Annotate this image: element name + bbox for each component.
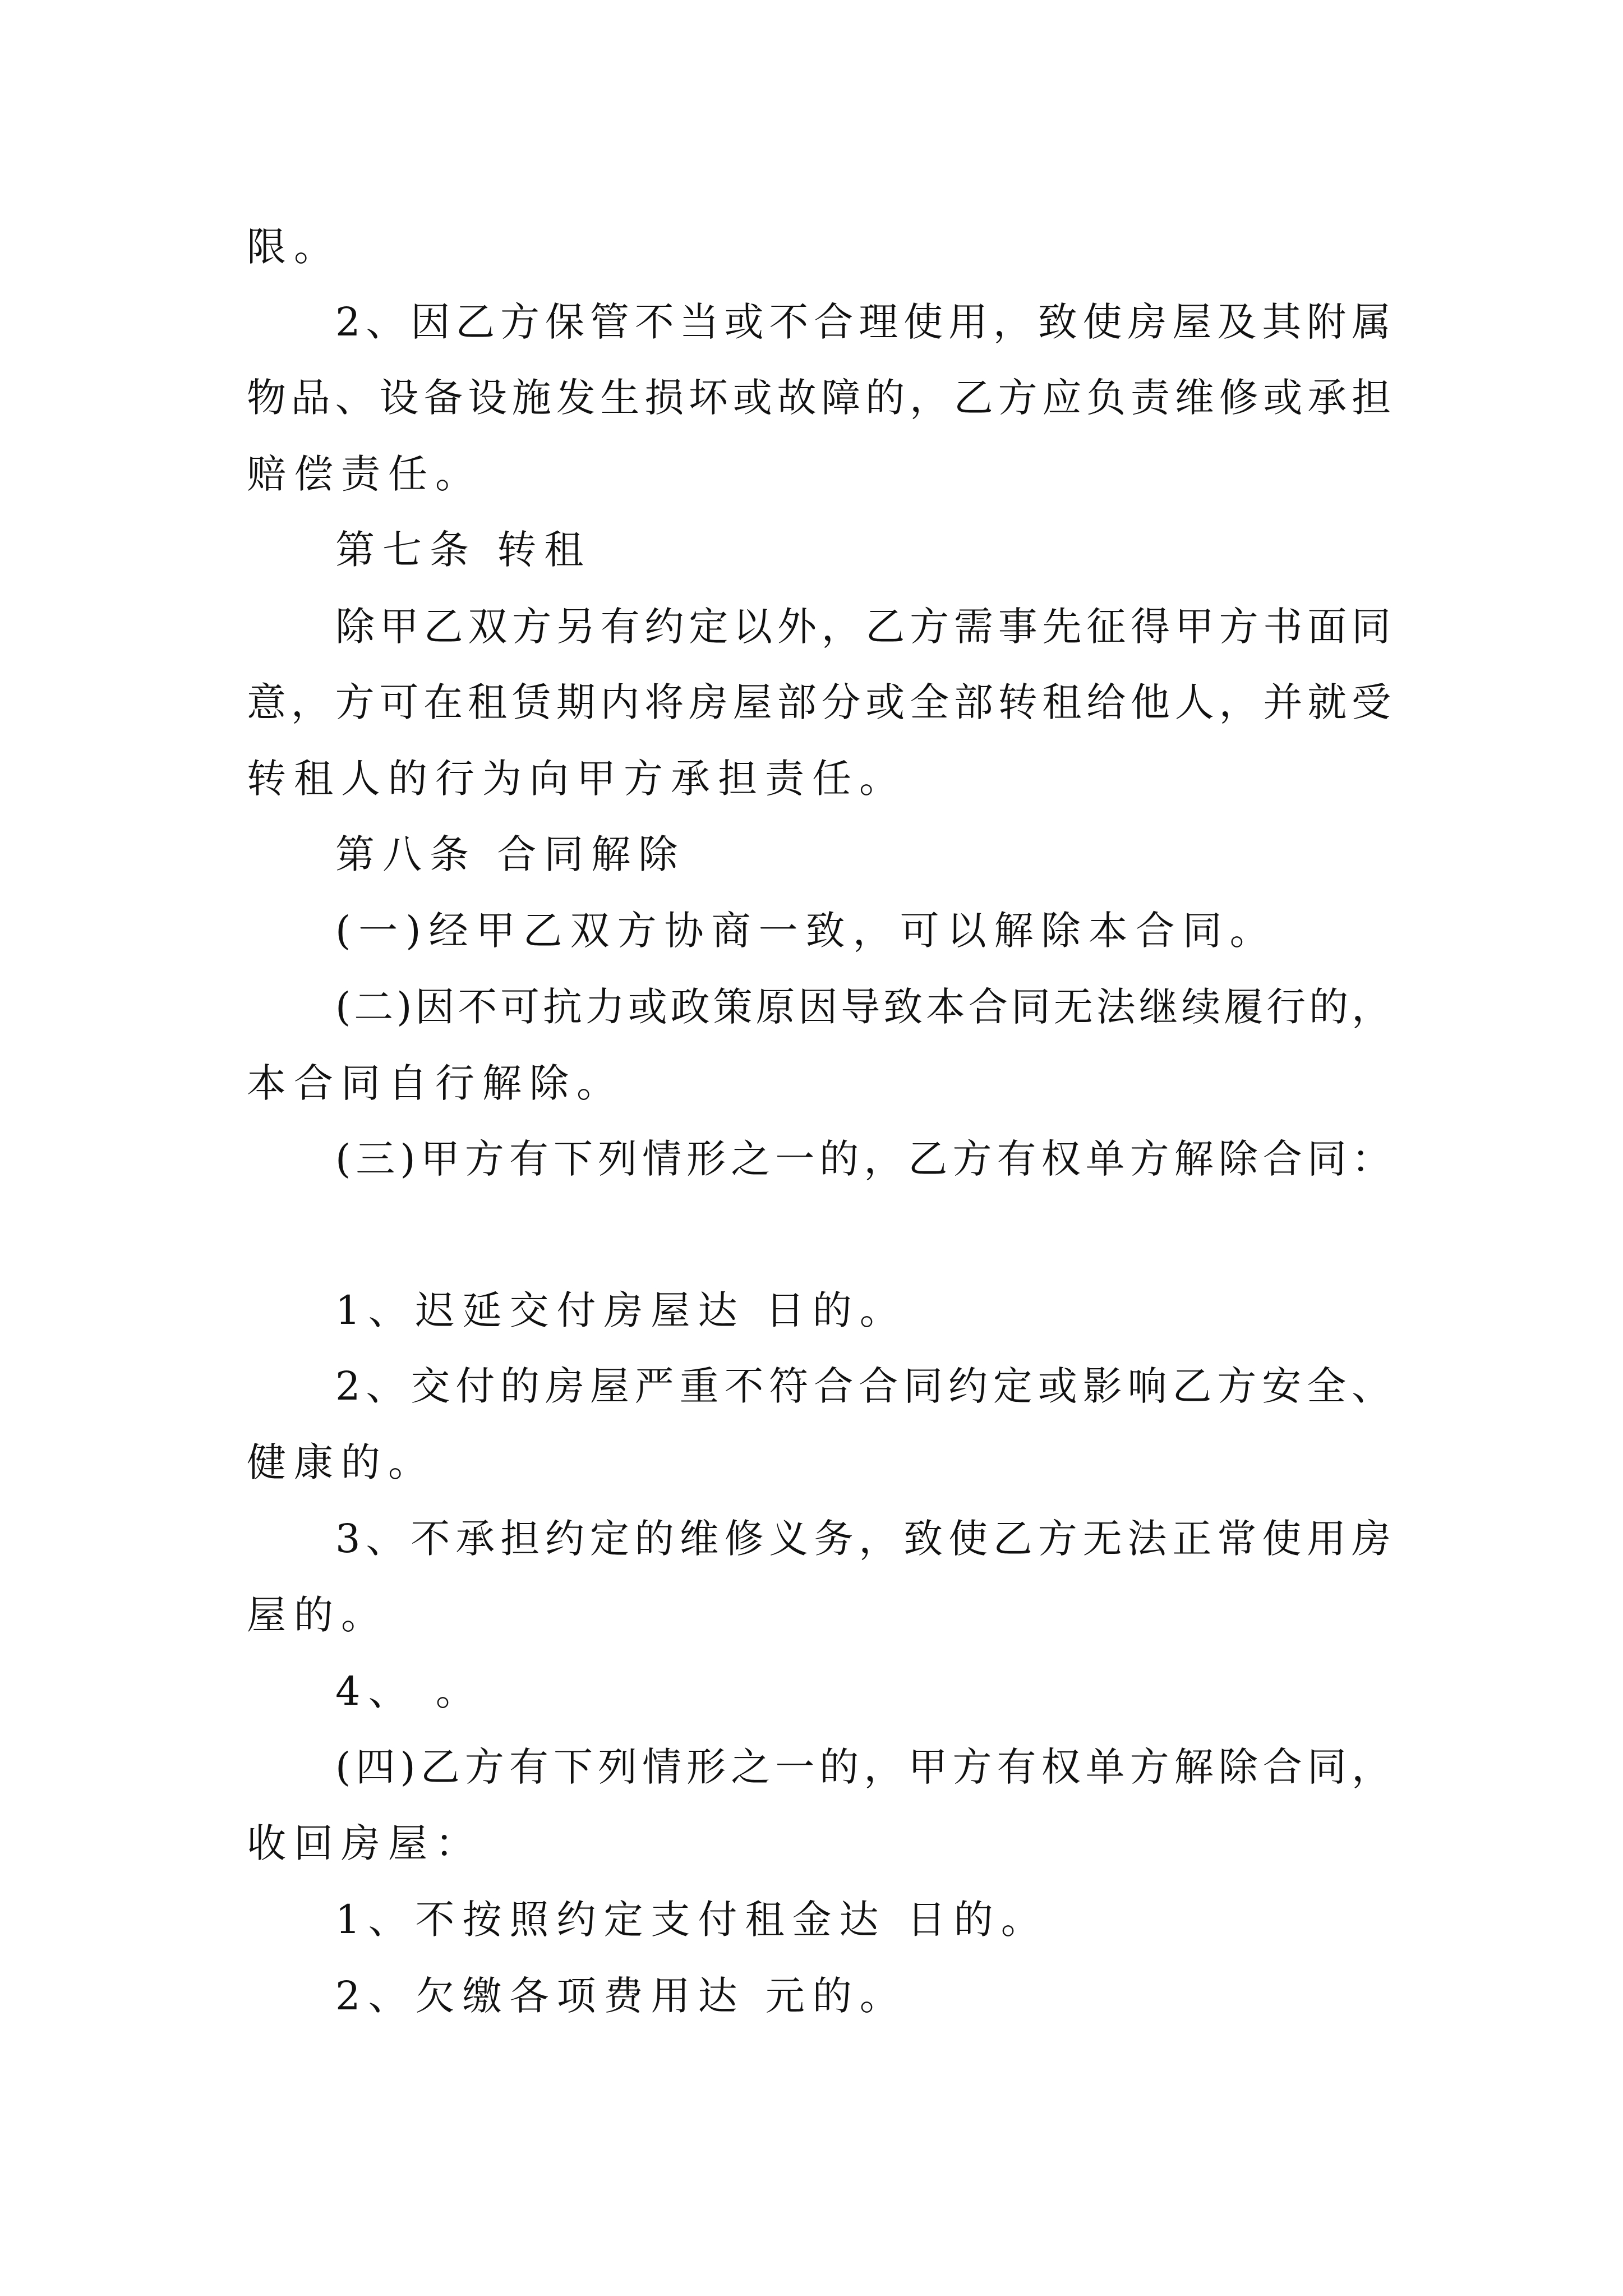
text-line: 健康的。 [247, 1439, 435, 1485]
text-line: 限。 [247, 224, 341, 270]
text-line: 收回房屋： [247, 1820, 482, 1866]
text-line: 物品、设备设施发生损坏或故障的，乙方应负责维修或承担 [247, 375, 1391, 421]
text-line: 2、因乙方保管不当或不合理使用，致使房屋及其附属 [335, 299, 1391, 345]
text-line: 本合同自行解除。 [247, 1060, 624, 1106]
text-line: 意，方可在租赁期内将房屋部分或全部转租给他人，并就受 [247, 679, 1391, 725]
text-line: (四)乙方有下列情形之一的，甲方有权单方解除合同， [335, 1744, 1391, 1790]
text-line: 3、不承担约定的维修义务，致使乙方无法正常使用房 [335, 1516, 1391, 1562]
text-line: (二)因不可抗力或政策原因导致本合同无法继续履行的， [335, 984, 1391, 1030]
text-line: 2、欠缴各项费用达 元的。 [335, 1973, 907, 2019]
text-line: 1、不按照约定支付租金达 日的。 [335, 1897, 1048, 1943]
text-line: 2、交付的房屋严重不符合合同约定或影响乙方安全、 [335, 1363, 1391, 1409]
text-line: (三)甲方有下列情形之一的，乙方有权单方解除合同： [335, 1136, 1391, 1182]
text-line: (一)经甲乙双方协商一致，可以解除本合同。 [335, 908, 1277, 954]
text-line: 除甲乙双方另有约定以外，乙方需事先征得甲方书面同 [335, 604, 1391, 650]
text-line: 1、迟延交付房屋达 日的。 [335, 1287, 907, 1333]
section-heading: 第七条 转租 [335, 527, 592, 573]
text-line: 4、 。 [335, 1668, 483, 1714]
text-line: 赔偿责任。 [247, 451, 482, 497]
text-line: 屋的。 [247, 1592, 388, 1638]
text-line: 转租人的行为向甲方承担责任。 [247, 756, 906, 802]
section-heading: 第八条 合同解除 [335, 831, 686, 877]
